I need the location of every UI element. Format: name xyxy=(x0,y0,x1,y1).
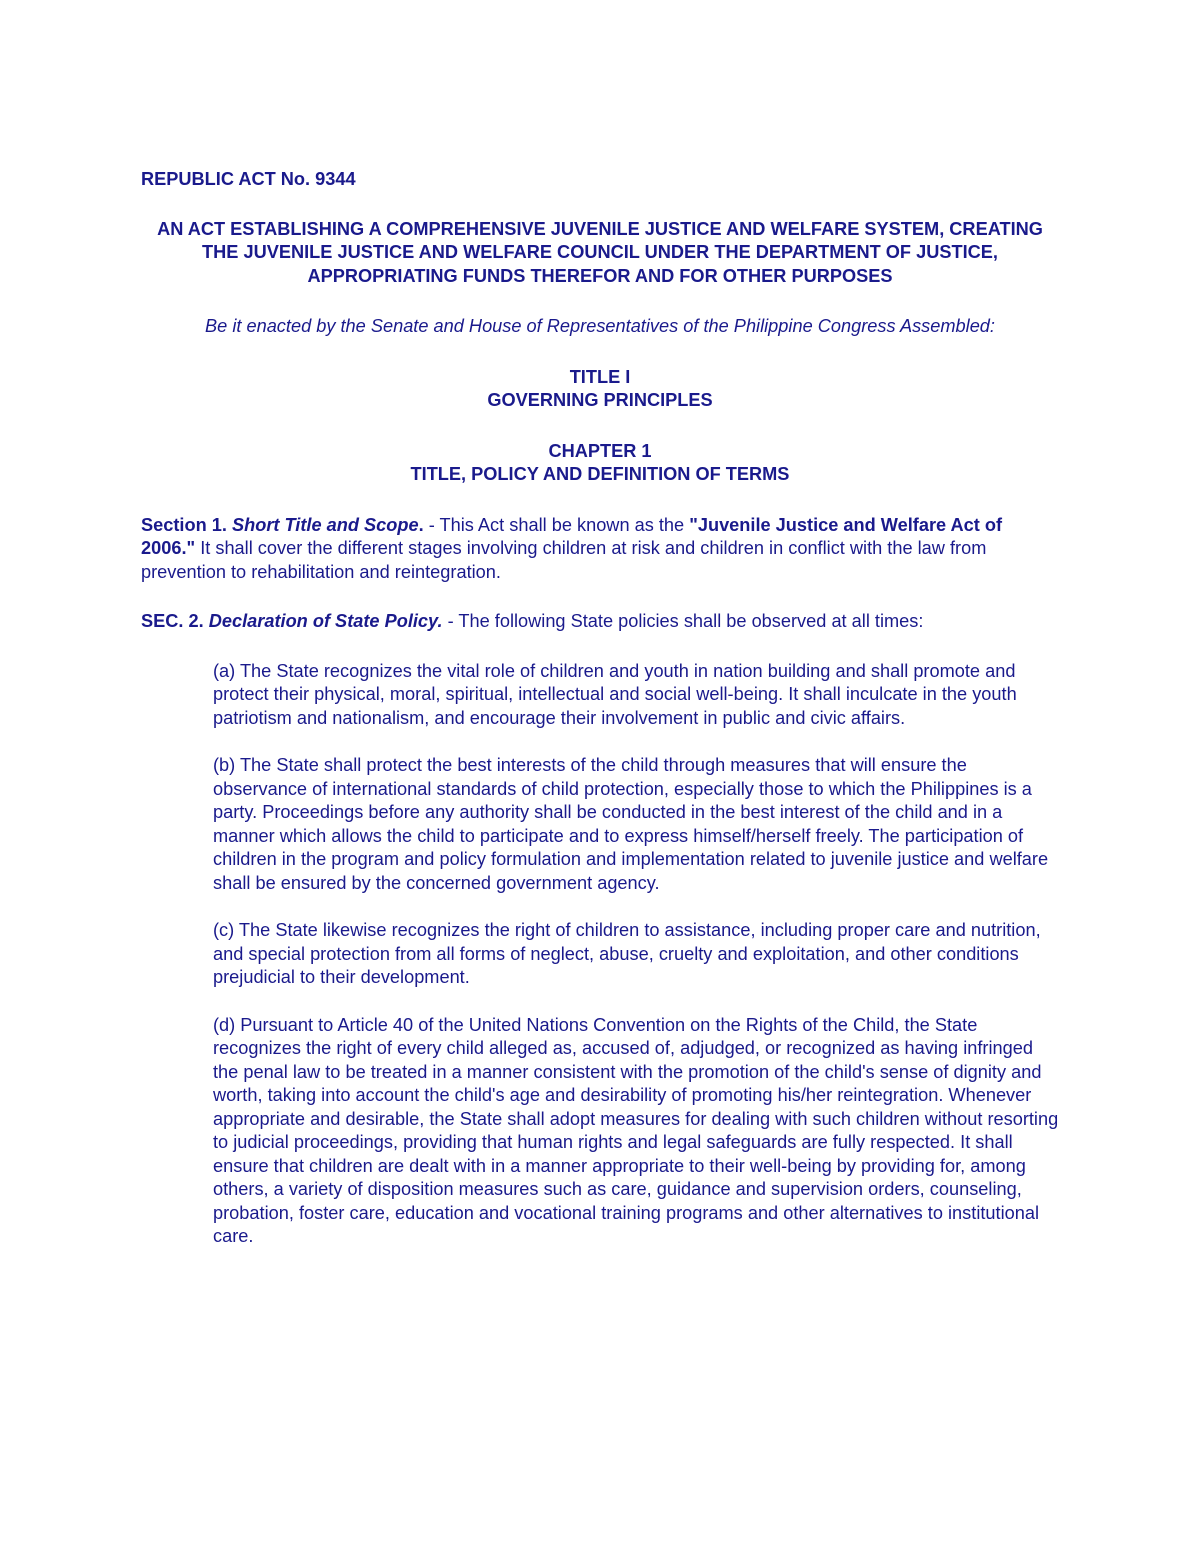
title-heading xyxy=(141,366,1059,413)
section-1 xyxy=(141,514,1059,585)
chapter-heading xyxy=(141,440,1059,487)
title-name: GOVERNING PRINCIPLES xyxy=(487,390,713,410)
act-number: REPUBLIC ACT No. 9344 xyxy=(141,169,356,189)
document-page xyxy=(141,168,1059,1273)
policy-item-c: (c) The State likewise recognizes the right of children to assistance, including proper care and nutrition, and special protection from all forms of neglect, abuse, cruelty and exploitation, and other conditions prejudicial to their development. xyxy=(213,920,1041,987)
section-1-label: Section 1. xyxy=(141,514,227,535)
section-2-text: - The following State policies shall be observed at all times: xyxy=(442,611,924,631)
policy-item-b: (b) The State shall protect the best interests of the child through measures that will ensure the observance of international standards of child protection, especially those to which the Philippines is a party. Proceedings before any authority shall be conducted in the best interest of the child and in a manner which allows the child to participate and to express himself/herself freely. The participation of children in the program and policy formulation and implementation related to juvenile justice and welfare shall be ensured by the concerned government agency. xyxy=(213,755,1049,893)
section-1-text-b: It shall cover the different stages involving children at risk and children in conflict with the law from prevention to rehabilitation and reintegration. xyxy=(141,538,987,582)
section-1-heading: Short Title and Scope xyxy=(231,514,419,535)
title-number: TITLE I xyxy=(569,366,631,387)
section-1-short-title: "Juvenile Justice and Welfare Act of 2006." xyxy=(141,514,1003,558)
policy-item-a: (a) The State recognizes the vital role of children and youth in nation building and shall promote and protect their physical, moral, spiritual, intellectual and social well-being. It shall inculcate in the youth patriotism and nationalism, and encourage their involvement in public and civic affairs. xyxy=(213,660,1017,728)
section-1-text-a: - This Act shall be known as the xyxy=(423,514,690,535)
chapter-name: TITLE, POLICY AND DEFINITION OF TERMS xyxy=(410,464,790,484)
act-title: AN ACT ESTABLISHING A COMPREHENSIVE JUVENILE JUSTICE AND WELFARE SYSTEM, CREATING THE JUVENILE JUSTICE AND WELFARE COUNCIL UNDER THE DEPARTMENT OF JUSTICE, APPROPRIATING FUNDS THEREFOR AND FOR OTHER PURPOSES xyxy=(157,218,1043,286)
section-1-heading-end: . xyxy=(418,514,424,535)
section-2-heading: Declaration of State Policy. xyxy=(208,611,443,631)
chapter-number: CHAPTER 1 xyxy=(548,440,652,461)
policy-item-d: (d) Pursuant to Article 40 of the United Nations Convention on the Rights of the Child, the State recognizes the right of every child alleged as, accused of, adjudged, or recognized as having infringed the penal law to be treated in a manner consistent with the promotion of the child's sense of dignity and worth, taking into account the child's age and desirability of promoting his/her reintegration. Whenever appropriate and desirable, the State shall adopt measures for dealing with such children without resorting to judicial proceedings, providing that human rights and legal safeguards are fully respected. It shall ensure that children are dealt with in a manner appropriate to their well-being by providing for, among others, a variety of disposition measures such as care, guidance and supervision orders, counseling, probation, foster care, education and vocational training programs and other alternatives to institutional care. xyxy=(213,1014,1059,1246)
section-2 xyxy=(141,610,1059,634)
enacting-clause: Be it enacted by the Senate and House of Representatives of the Philippine Congress Assembled: xyxy=(205,316,995,336)
section-2-label: SEC. 2. xyxy=(141,611,204,631)
